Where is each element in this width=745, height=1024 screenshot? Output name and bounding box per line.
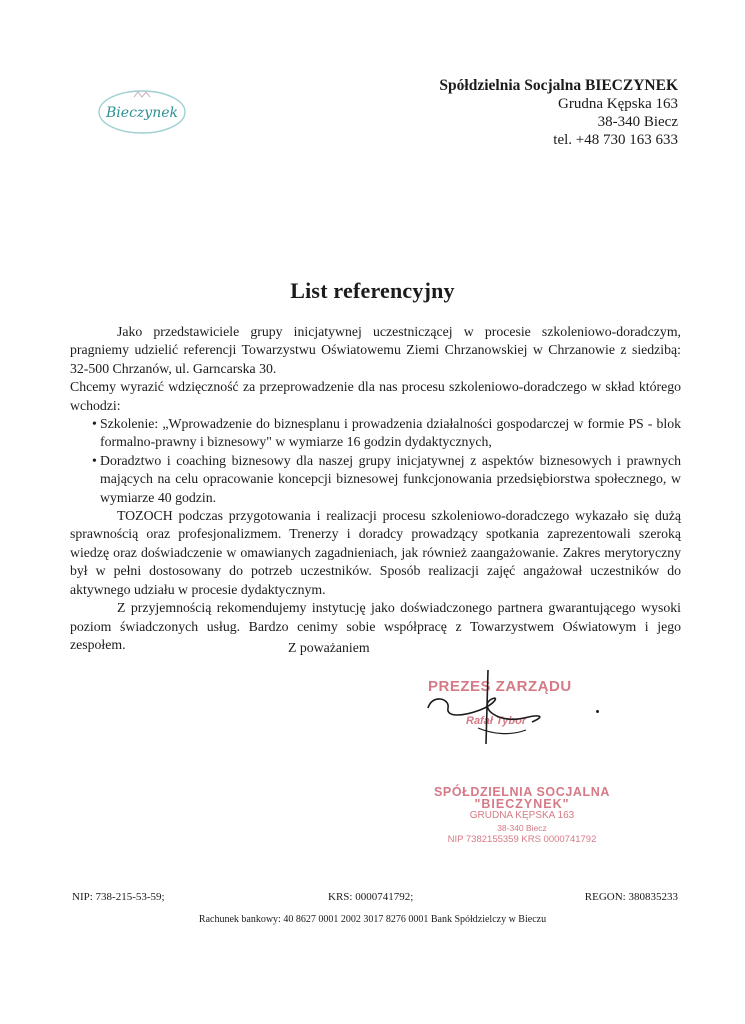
document-title: List referencyjny — [290, 278, 455, 303]
bullet-icon: • — [92, 416, 97, 432]
handwritten-signature — [420, 664, 580, 754]
ink-dot — [596, 710, 599, 713]
stamp-line-city: 38-340 Biecz — [497, 823, 547, 833]
closing-phrase: Z poważaniem — [288, 640, 370, 655]
phone-number: tel. +48 730 163 633 — [553, 132, 678, 148]
stamp-signer-name: Rafał Tybor — [466, 715, 527, 727]
stamp-line-ids: NIP 7382155359 KRS 0000741792 — [447, 834, 597, 845]
stamp-role: PREZES ZARZĄDU — [428, 678, 572, 695]
sender-address — [439, 77, 678, 149]
postal-city: 38-340 Biecz — [597, 114, 678, 130]
logo-text: Bieczynek — [106, 105, 178, 121]
stamp-line-street: GRUDNA KĘPSKA 163 — [469, 810, 575, 821]
letter-body — [70, 323, 681, 654]
footer-regon: REGON: 380835233 — [584, 891, 678, 903]
logo-oval-icon — [96, 86, 188, 136]
footer-bank-account: Rachunek bankowy: 40 8627 0001 2002 3017 8276 0001 Bank Spółdzielczy w Bieczu — [198, 914, 547, 925]
paragraph-recommendation: Z przyjemnością rekomendujemy instytucję jako doświadczonego partnera gwarantującego wysoki poziom świadczonych usług. Bardzo cenimy sobie współpracę z Towarzystwem Oświatowym i jego zespołem. — [70, 600, 681, 652]
stamp-line-name: "BIECZYNEK" — [474, 797, 570, 811]
list-item — [70, 452, 681, 507]
list-item-text: Doradztwo i coaching biznesowy dla naszej grupy inicjatywnej z aspektów biznesowych i prawnych mających na celu opracowanie koncepcji biznesowej funkcjonowania przedsiębiorstwa społecznego, w wymiarze 40 godzin. — [100, 452, 681, 505]
paragraph-evaluation: TOZOCH podczas przygotowania i realizacji procesu szkoleniowo-doradczego wykazało się dużą sprawnością oraz profesjonalizmem. Trenerzy i doradcy prowadzący spotkania zaprezentowali szeroką wiedzę oraz doświadczenie w omawianych zagadnieniach, jak również zaangażowanie. Zakres merytoryczny był w pełni dostosowany do potrzeb uczestników. Sposób realizacji zajęć angażował uczestników do aktywnego udziału w procesie dydaktycznym. — [70, 508, 681, 597]
company-stamp — [432, 786, 612, 846]
paragraph-gratitude: Chcemy wyrazić wdzięczność za przeprowadzenie dla nas procesu szkoleniowo-doradczego w skład którego wchodzi: — [70, 379, 681, 413]
paragraph-intro: Jako przedstawiciele grupy inicjatywnej uczestniczącej w procesie szkoleniowo-doradczym, pragniemy udzielić referencji Towarzystwu Oświatowemu Ziemi Chrzanowskiej w Chrzanowie z siedzibą: 32-500 Chrzanów, ul. Garncarska 30. — [70, 324, 681, 376]
services-list — [70, 415, 681, 507]
footer-krs: KRS: 0000741792; — [328, 891, 414, 903]
street-address: Grudna Kępska 163 — [558, 96, 678, 112]
stamp-line-org: SPÓŁDZIELNIA SOCJALNA — [433, 785, 611, 799]
company-logo — [96, 86, 188, 136]
list-item-text: Szkolenie: „Wprowadzenie do biznesplanu i prowadzenia działalności gospodarczej w formie PS - blok formalno-prawny i biznesowy" w wymiarze 16 godzin dydaktycznych, — [100, 416, 681, 450]
list-item — [70, 415, 681, 452]
bullet-icon: • — [92, 452, 97, 468]
footer-nip: NIP: 738-215-53-59; — [72, 891, 165, 903]
organization-name: Spółdzielnia Socjalna BIECZYNEK — [439, 77, 678, 94]
